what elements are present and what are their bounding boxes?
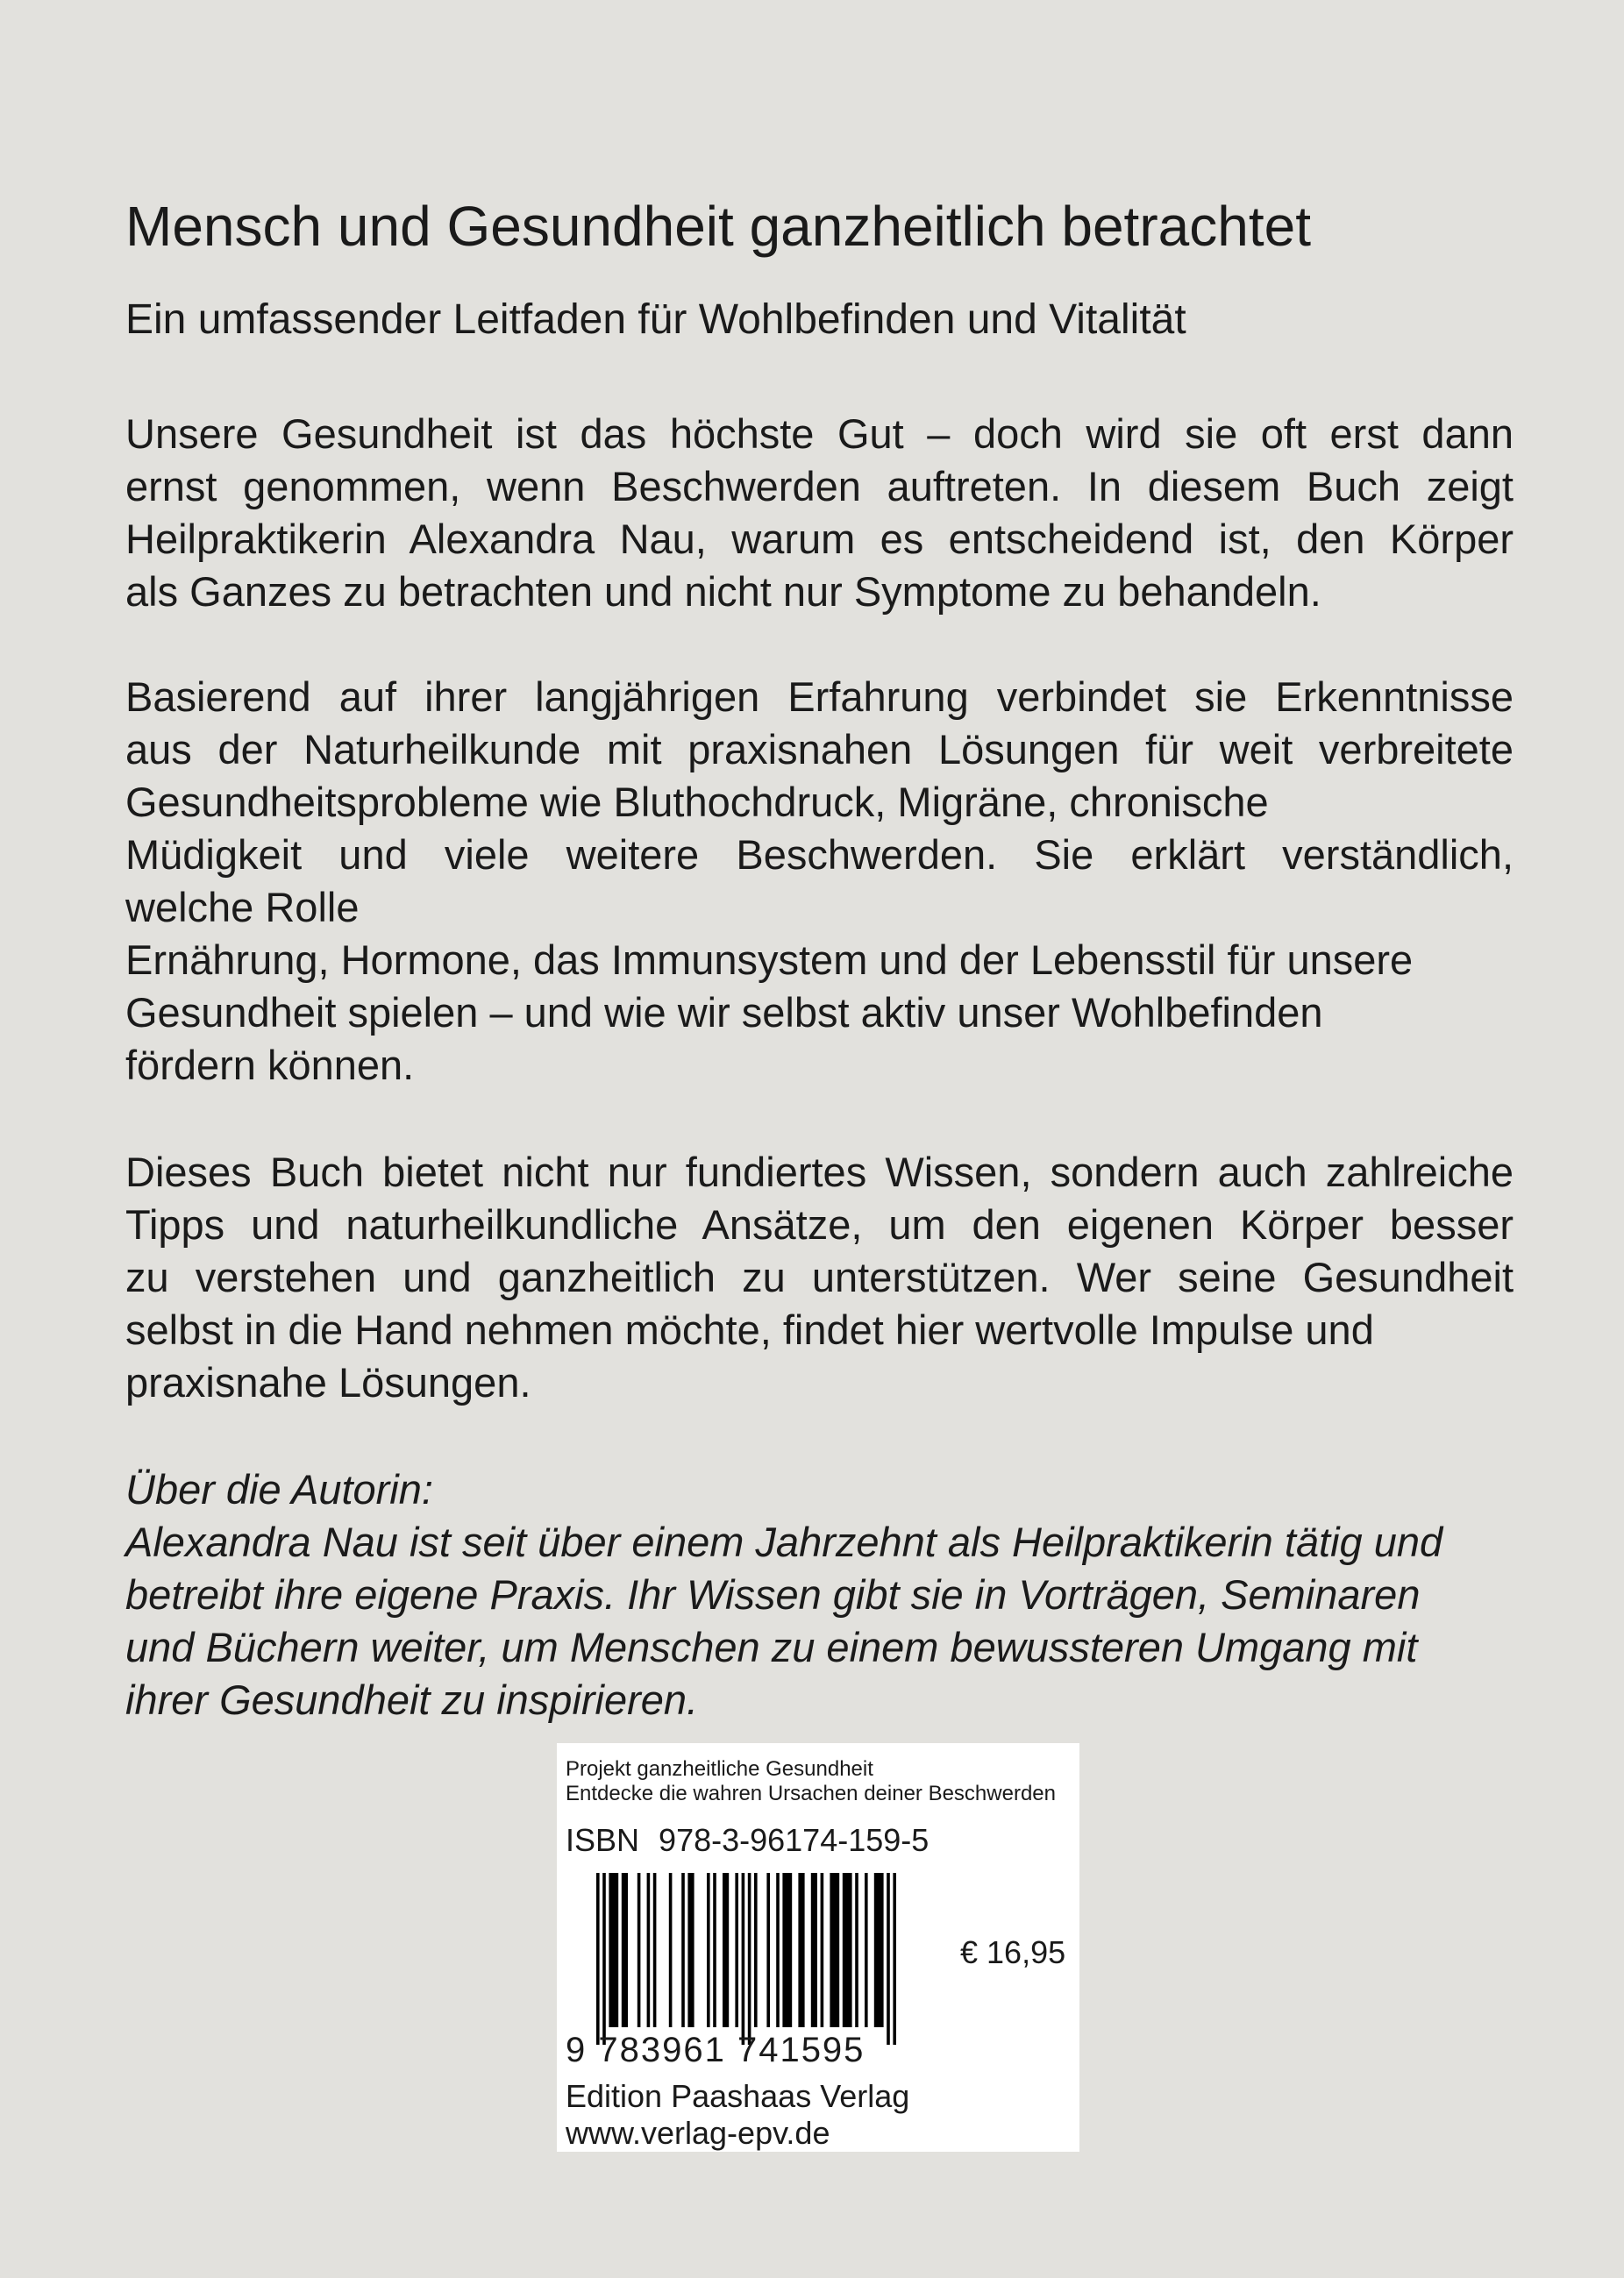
barcode-book-subtitle: Entdecke die wahren Ursachen deiner Beschwerden (566, 1782, 1056, 1805)
barcode-guard-bar (742, 1873, 745, 2045)
text-line: Unsere Gesundheit ist das höchste Gut – doch wird sie oft erst dann (125, 410, 1514, 457)
barcode-bar (776, 1873, 780, 2027)
text-line: fördern können. (125, 1042, 415, 1088)
text-line: praxisnahe Lösungen. (125, 1359, 531, 1406)
barcode-bar (637, 1873, 641, 2027)
text-line: welche Rolle (125, 884, 360, 930)
barcode-bar (647, 1873, 651, 2027)
text-line: Tipps und naturheilkundliche Ansätze, um den eigenen Körper besser (125, 1201, 1514, 1248)
barcode-bar (865, 1873, 868, 2027)
text-line: Gesundheitsprobleme wie Bluthochdruck, Migräne, chronische (125, 779, 1269, 825)
text-line: Müdigkeit und viele weitere Beschwerden. Sie erklärt verständlich, (125, 831, 1514, 878)
barcode-bar (723, 1873, 729, 2027)
barcode-bar (798, 1873, 804, 2027)
barcode-bar (713, 1873, 716, 2027)
page-title: Mensch und Gesundheit ganzheitlich betrachtet (125, 195, 1311, 258)
publisher-url: www.verlag-epv.de (566, 2115, 830, 2151)
barcode-bar (830, 1873, 839, 2027)
barcode-bar (782, 1873, 792, 2027)
barcode-bar (687, 1873, 694, 2027)
barcode-bar (811, 1873, 817, 2027)
barcode-book-title: Projekt ganzheitliche Gesundheit (566, 1757, 873, 1781)
barcode-bar (669, 1873, 673, 2027)
text-line: Gesundheit spielen – und wie wir selbst aktiv unser Wohlbefinden (125, 989, 1323, 1036)
barcode-guard-bar (893, 1873, 896, 2045)
text-line: Alexandra Nau ist seit über einem Jahrzehnt als Heilpraktikerin tätig und (125, 1519, 1443, 1565)
publisher-name: Edition Paashaas Verlag (566, 2078, 910, 2114)
text-line: Heilpraktikerin Alexandra Nau, warum es entscheidend ist, den Körper (125, 516, 1514, 562)
isbn-label: ISBN (566, 1822, 640, 1858)
barcode-bar (707, 1873, 710, 2027)
content-paragraph (125, 671, 1514, 1092)
barcode-bar (653, 1873, 657, 2027)
text-line: aus der Naturheilkunde mit praxisnahen Lösungen für weit verbreitete (125, 726, 1514, 772)
barcode-guard-bar (887, 1873, 890, 2045)
text-line: Dieses Buch bietet nicht nur fundiertes Wissen, sondern auch zahlreiche (125, 1149, 1514, 1195)
barcode-bar (843, 1873, 852, 2027)
author-heading: Über die Autorin: (125, 1466, 433, 1513)
barcode-guard-bar (602, 1873, 606, 2045)
text-line: selbst in die Hand nehmen möchte, findet hier wertvolle Impulse und (125, 1306, 1374, 1353)
barcode-bar (766, 1873, 770, 2027)
text-line: als Ganzes zu betrachten und nicht nur Symptome zu behandeln. (125, 568, 1321, 615)
barcode-bar (754, 1873, 758, 2027)
barcode-bar (735, 1873, 738, 2027)
barcode-bar (855, 1873, 858, 2027)
barcode-bar (622, 1873, 628, 2027)
page-subtitle: Ein umfassender Leitfaden für Wohlbefinden und Vitalität (125, 296, 1186, 343)
text-line: Basierend auf ihrer langjährigen Erfahrung verbindet sie Erkenntnisse (125, 673, 1514, 720)
barcode-guard-bar (748, 1873, 751, 2045)
intro-paragraph (125, 408, 1514, 618)
text-line: Ernährung, Hormone, das Immunsystem und der Lebensstil für unsere (125, 936, 1414, 983)
text-line: ernst genommen, wenn Beschwerden auftreten. In diesem Buch zeigt (125, 463, 1514, 509)
ean-digits: 9 783961 741595 (566, 2031, 865, 2069)
summary-paragraph (125, 1146, 1514, 1409)
barcode-bar (681, 1873, 685, 2027)
text-line: ihrer Gesundheit zu inspirieren. (125, 1676, 699, 1723)
text-line: zu verstehen und ganzheitlich zu unterstützen. Wer seine Gesundheit (125, 1254, 1514, 1300)
barcode-guard-bar (596, 1873, 600, 2045)
price: € 16,95 (960, 1934, 1066, 1970)
barcode-bar (821, 1873, 824, 2027)
isbn-value: 978-3-96174-159-5 (659, 1822, 930, 1858)
barcode-label (557, 1743, 1079, 2152)
barcode-bar (874, 1873, 884, 2027)
author-bio (125, 1463, 1514, 1726)
text-line: betreibt ihre eigene Praxis. Ihr Wissen gibt sie in Vorträgen, Seminaren (125, 1571, 1421, 1618)
barcode-bar (609, 1873, 618, 2027)
text-line: und Büchern weiter, um Menschen zu einem bewussteren Umgang mit (125, 1624, 1418, 1670)
